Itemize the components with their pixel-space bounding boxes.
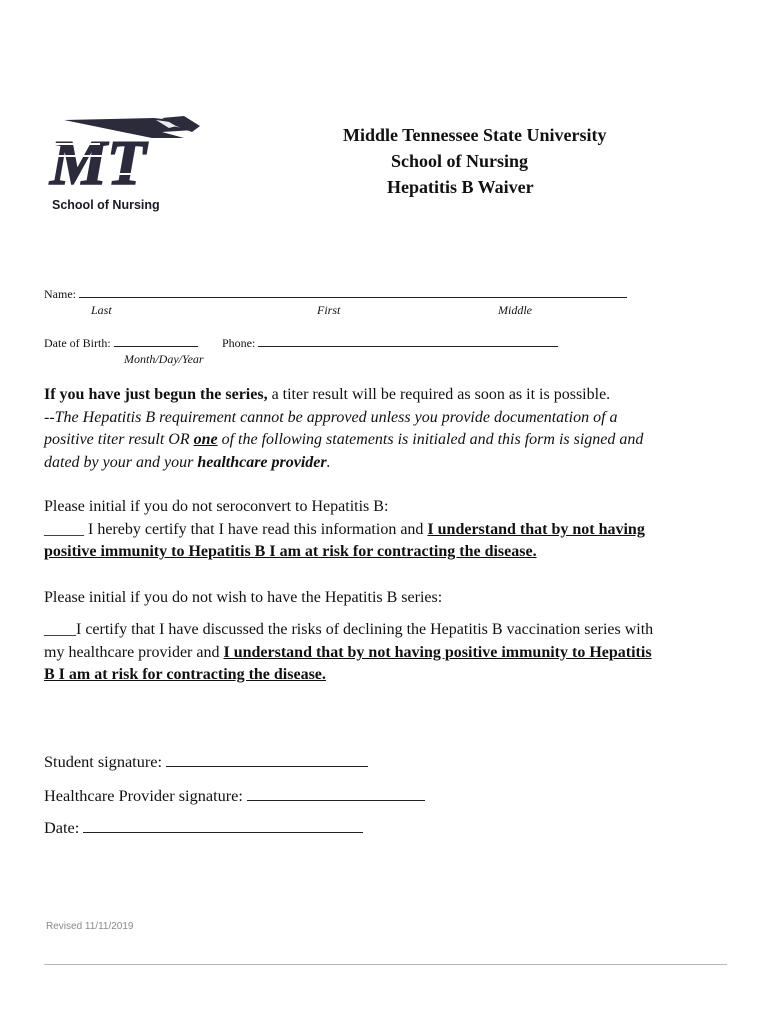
name-label: Name: bbox=[44, 287, 76, 301]
footer-divider bbox=[44, 964, 727, 965]
student-signature-field bbox=[44, 752, 368, 772]
option1-block bbox=[44, 496, 744, 564]
svg-text:MT: MT bbox=[50, 127, 146, 198]
instructions-lead-rest: a titer result will be required as soon as it is possible. bbox=[267, 386, 611, 403]
name-input-line[interactable] bbox=[79, 286, 627, 298]
option1-bold-1: I understand that by not having bbox=[427, 520, 645, 538]
name-sub-last: Last bbox=[91, 303, 112, 317]
dob-input-line[interactable] bbox=[114, 335, 198, 347]
dob-field bbox=[44, 335, 198, 351]
date-label: Date: bbox=[44, 818, 80, 837]
instructions-one: one bbox=[193, 431, 218, 448]
logo-caption: School of Nursing bbox=[52, 198, 160, 212]
option2-line2 bbox=[44, 642, 744, 665]
phone-field bbox=[222, 335, 558, 351]
instructions-provider: healthcare provider bbox=[197, 453, 327, 471]
provider-signature-line[interactable] bbox=[247, 786, 425, 801]
dob-sub: Month/Day/Year bbox=[124, 352, 204, 366]
option2-block bbox=[44, 619, 744, 687]
provider-signature-label: Healthcare Provider signature: bbox=[44, 786, 243, 805]
dob-label: Date of Birth: bbox=[44, 336, 111, 350]
student-signature-line[interactable] bbox=[166, 752, 368, 767]
name-sub-first: First bbox=[317, 303, 341, 317]
option2-bold-1: I understand that by not having positive immunity to Hepatitis bbox=[223, 643, 652, 661]
option1-initial-blank[interactable]: _____ bbox=[44, 520, 84, 538]
option1-line1 bbox=[44, 519, 744, 542]
instructions-italic-2b: of the following statements is initialed and this form is signed and bbox=[217, 431, 644, 448]
date-line[interactable] bbox=[83, 818, 363, 833]
school-title: School of Nursing bbox=[391, 151, 529, 171]
phone-label: Phone: bbox=[222, 336, 256, 350]
instructions-italic-1: --The Hepatitis B requirement cannot be approved unless you provide documentation of a bbox=[44, 408, 618, 426]
revised-date: Revised 11/11/2019 bbox=[46, 921, 134, 932]
university-title: Middle Tennessee State University bbox=[343, 125, 607, 145]
date-field bbox=[44, 818, 363, 838]
instructions-italic-3b: . bbox=[326, 453, 331, 471]
instructions-italic-2a: positive titer result OR bbox=[44, 431, 194, 448]
instructions-italic-3 bbox=[44, 452, 744, 475]
option2-initial-blank[interactable]: ____ bbox=[44, 621, 76, 638]
option2-text-1: I certify that I have discussed the risks of declining the Hepatitis B vaccination series with bbox=[76, 621, 654, 638]
option1-text: I hereby certify that I have read this information and bbox=[84, 520, 428, 538]
instructions-italic-2 bbox=[44, 429, 744, 452]
phone-input-line[interactable] bbox=[258, 335, 558, 347]
instructions-lead-bold: If you have just begun the series, bbox=[44, 386, 268, 403]
option2-line1 bbox=[44, 619, 744, 642]
name-field bbox=[44, 286, 627, 302]
provider-signature-field bbox=[44, 786, 425, 806]
instructions-lead bbox=[44, 384, 744, 407]
student-signature-label: Student signature: bbox=[44, 752, 163, 771]
option2-prompt: Please initial if you do not wish to have the Hepatitis B series: bbox=[44, 589, 443, 606]
name-sub-middle: Middle bbox=[498, 303, 532, 317]
instructions bbox=[44, 384, 744, 474]
option2-bold-2: B I am at risk for contracting the disease. bbox=[44, 666, 326, 683]
form-title: Hepatitis B Waiver bbox=[387, 177, 534, 197]
instructions-italic-3a: dated by your and your bbox=[44, 453, 198, 471]
option1-bold-2: positive immunity to Hepatitis B I am at risk for contracting the disease. bbox=[44, 543, 537, 560]
mt-raider-logo-icon bbox=[44, 114, 204, 198]
option2-text-2: my healthcare provider and bbox=[44, 643, 224, 661]
option1-prompt: Please initial if you do not seroconvert to Hepatitis B: bbox=[44, 498, 389, 515]
